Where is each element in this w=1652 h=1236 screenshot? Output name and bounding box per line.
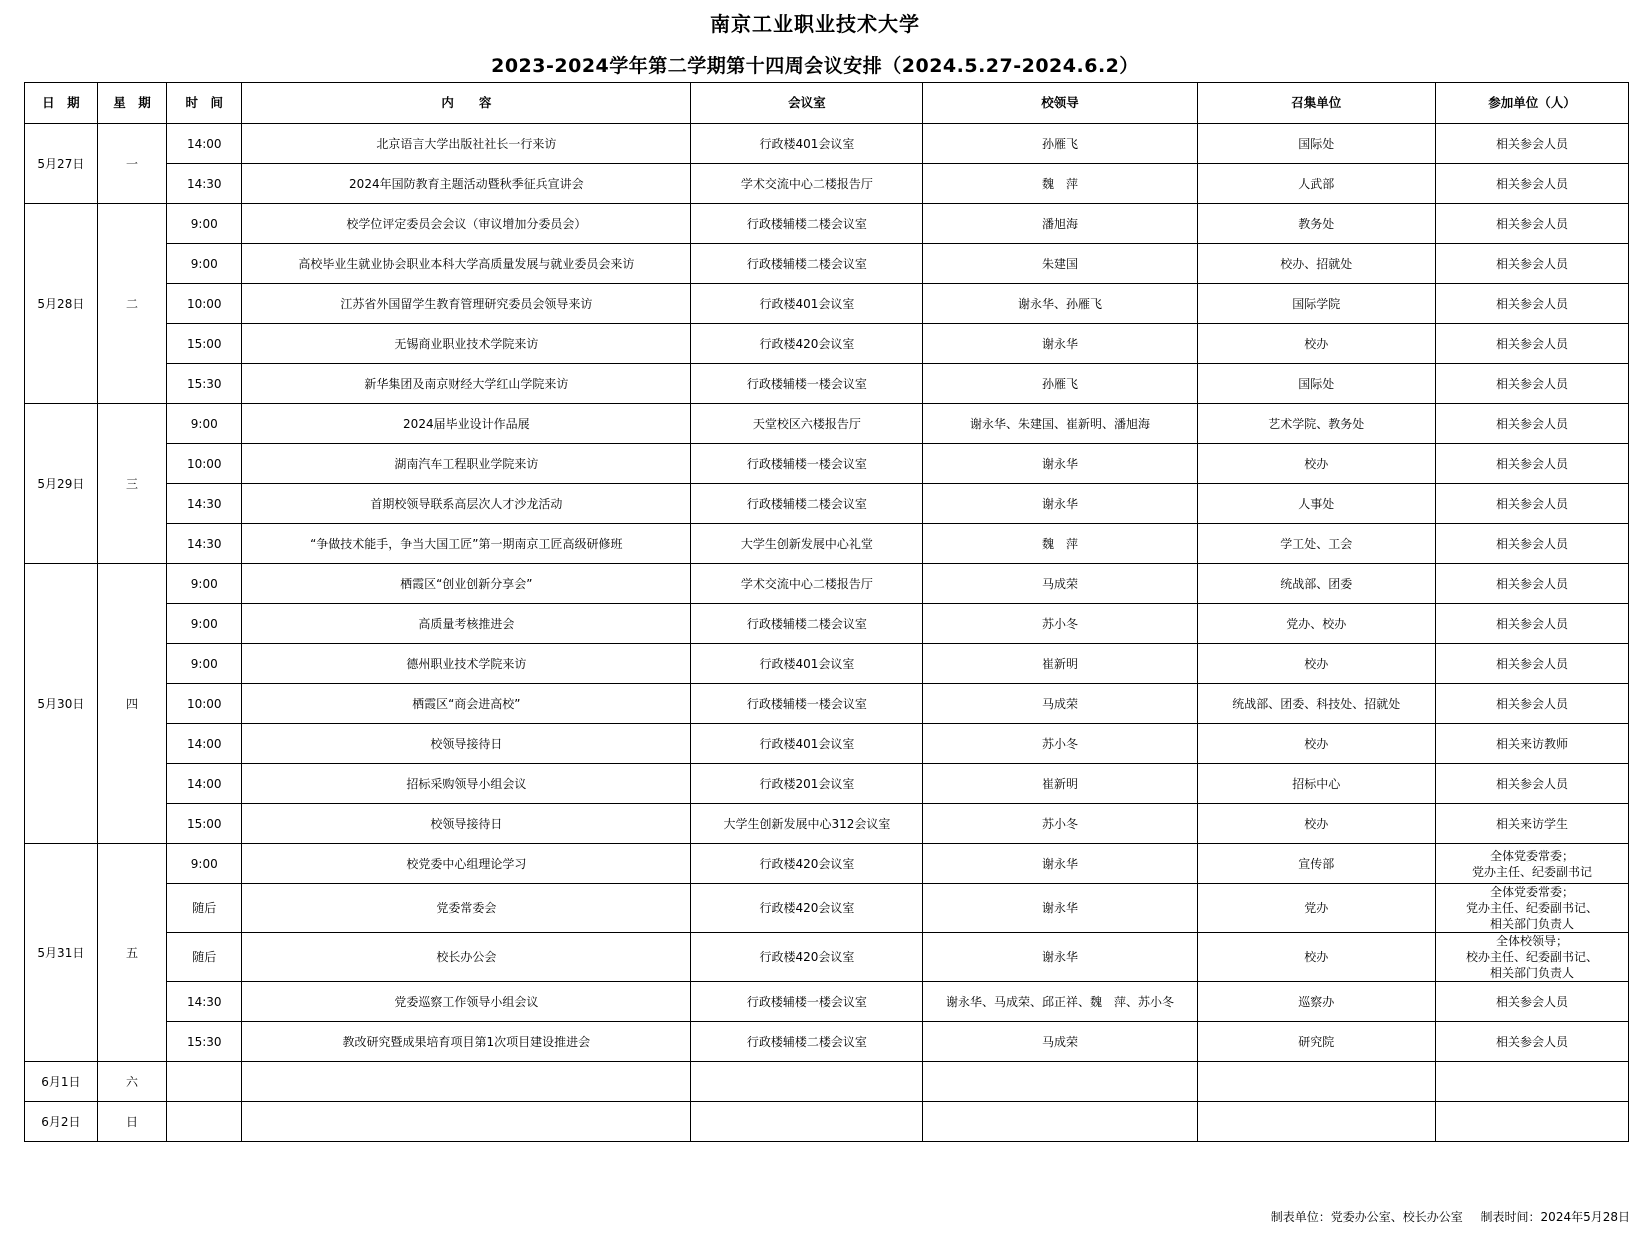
cell-leader: 孙雁飞	[923, 364, 1197, 404]
cell-content: “争做技术能手，争当大国工匠”第一期南京工匠高级研修班	[242, 524, 691, 564]
cell-convener: 校办	[1197, 644, 1435, 684]
cell-content: 校学位评定委员会会议（审议增加分委员会）	[242, 204, 691, 244]
cell-content: 校长办公会	[242, 933, 691, 982]
cell-time: 9:00	[167, 644, 242, 684]
cell-time: 15:30	[167, 364, 242, 404]
cell-convener: 校办	[1197, 724, 1435, 764]
cell-content: 校党委中心组理论学习	[242, 844, 691, 884]
cell-room: 行政楼辅楼二楼会议室	[691, 604, 923, 644]
cell-convener: 校办	[1197, 324, 1435, 364]
cell-attendees: 相关参会人员	[1435, 604, 1628, 644]
cell-attendees	[1435, 933, 1628, 982]
table-row	[25, 684, 1629, 724]
cell-time: 9:00	[167, 604, 242, 644]
cell-content: 高质量考核推进会	[242, 604, 691, 644]
cell-attendees: 相关参会人员	[1435, 982, 1628, 1022]
cell-time: 随后	[167, 933, 242, 982]
table-row	[25, 1102, 1629, 1142]
table-row	[25, 524, 1629, 564]
cell-time: 15:00	[167, 804, 242, 844]
table-row	[25, 982, 1629, 1022]
cell-content: 北京语言大学出版社社长一行来访	[242, 124, 691, 164]
table-row	[25, 364, 1629, 404]
cell-attendees	[1435, 1102, 1628, 1142]
table-row	[25, 204, 1629, 244]
cell-time: 14:00	[167, 124, 242, 164]
cell-attendees: 相关参会人员	[1435, 284, 1628, 324]
cell-convener: 统战部、团委、科技处、招就处	[1197, 684, 1435, 724]
table-row	[25, 764, 1629, 804]
cell-time: 14:30	[167, 982, 242, 1022]
cell-attendees: 相关来访学生	[1435, 804, 1628, 844]
cell-leader: 谢永华	[923, 484, 1197, 524]
cell-convener: 党办、校办	[1197, 604, 1435, 644]
cell-content: 江苏省外国留学生教育管理研究委员会领导来访	[242, 284, 691, 324]
attendees-line: 全体党委常委；	[1489, 848, 1574, 863]
cell-time: 9:00	[167, 564, 242, 604]
header-weekday: 星 期	[97, 83, 167, 124]
cell-leader: 马成荣	[923, 564, 1197, 604]
cell-room: 行政楼辅楼一楼会议室	[691, 982, 923, 1022]
cell-room: 行政楼420会议室	[691, 933, 923, 982]
attendees-line: 党办主任、纪委副书记	[1471, 864, 1592, 879]
cell-date: 5月30日	[25, 564, 98, 844]
cell-leader: 谢永华	[923, 444, 1197, 484]
cell-leader: 苏小冬	[923, 804, 1197, 844]
table-row	[25, 284, 1629, 324]
document-title: 南京工业职业技术大学	[710, 12, 920, 36]
cell-time: 14:30	[167, 164, 242, 204]
cell-content: 党委巡察工作领导小组会议	[242, 982, 691, 1022]
cell-leader	[923, 1102, 1197, 1142]
cell-content: 德州职业技术学院来访	[242, 644, 691, 684]
cell-convener: 校办	[1197, 804, 1435, 844]
table-row	[25, 724, 1629, 764]
cell-attendees: 相关参会人员	[1435, 764, 1628, 804]
attendees-line: 相关部门负责人	[1489, 917, 1574, 931]
cell-convener: 教务处	[1197, 204, 1435, 244]
cell-leader: 谢永华、朱建国、崔新明、潘旭海	[923, 404, 1197, 444]
cell-date: 6月2日	[25, 1102, 98, 1142]
cell-attendees: 相关参会人员	[1435, 1022, 1628, 1062]
cell-leader: 潘旭海	[923, 204, 1197, 244]
cell-leader: 谢永华	[923, 933, 1197, 982]
cell-leader: 苏小冬	[923, 604, 1197, 644]
cell-room: 行政楼420会议室	[691, 324, 923, 364]
cell-convener: 研究院	[1197, 1022, 1435, 1062]
cell-leader: 谢永华	[923, 324, 1197, 364]
cell-room: 大学生创新发展中心312会议室	[691, 804, 923, 844]
cell-room: 行政楼201会议室	[691, 764, 923, 804]
cell-weekday: 五	[97, 844, 167, 1062]
cell-convener: 校办、招就处	[1197, 244, 1435, 284]
cell-attendees: 相关参会人员	[1435, 324, 1628, 364]
cell-convener	[1197, 1102, 1435, 1142]
cell-attendees	[1435, 884, 1628, 933]
cell-content: 党委常委会	[242, 884, 691, 933]
table-row	[25, 444, 1629, 484]
header-attendees: 参加单位（人）	[1435, 83, 1628, 124]
table-row	[25, 404, 1629, 444]
cell-attendees: 相关参会人员	[1435, 204, 1628, 244]
attendees-line: 党办主任、纪委副书记、	[1465, 901, 1598, 915]
cell-date: 5月28日	[25, 204, 98, 404]
cell-convener: 校办	[1197, 444, 1435, 484]
cell-content	[242, 1062, 691, 1102]
meeting-schedule-table	[24, 82, 1629, 1142]
cell-convener: 人事处	[1197, 484, 1435, 524]
cell-leader: 朱建国	[923, 244, 1197, 284]
cell-weekday: 六	[97, 1062, 167, 1102]
cell-weekday: 四	[97, 564, 167, 844]
cell-time: 10:00	[167, 684, 242, 724]
attendees-line: 相关部门负责人	[1489, 966, 1574, 980]
cell-leader: 崔新明	[923, 644, 1197, 684]
cell-attendees: 相关参会人员	[1435, 484, 1628, 524]
document-subtitle: 2023-2024学年第二学期第十四周会议安排（2024.5.27-2024.6.2）	[491, 55, 1139, 77]
cell-attendees: 相关参会人员	[1435, 124, 1628, 164]
table-row	[25, 804, 1629, 844]
cell-room: 大学生创新发展中心礼堂	[691, 524, 923, 564]
cell-room: 行政楼420会议室	[691, 844, 923, 884]
cell-room: 行政楼辅楼一楼会议室	[691, 364, 923, 404]
attendees-line: 校办主任、纪委副书记、	[1465, 950, 1598, 964]
cell-content: 教改研究暨成果培育项目第1次项目建设推进会	[242, 1022, 691, 1062]
cell-content: 湖南汽车工程职业学院来访	[242, 444, 691, 484]
table-row	[25, 164, 1629, 204]
table-row	[25, 244, 1629, 284]
cell-room: 行政楼辅楼一楼会议室	[691, 684, 923, 724]
cell-attendees	[1435, 844, 1628, 884]
header-date: 日 期	[25, 83, 98, 124]
cell-room: 行政楼401会议室	[691, 284, 923, 324]
cell-time	[167, 1062, 242, 1102]
cell-convener: 艺术学院、教务处	[1197, 404, 1435, 444]
cell-room: 行政楼401会议室	[691, 644, 923, 684]
cell-content: 栖霞区“商会进高校”	[242, 684, 691, 724]
cell-room: 行政楼401会议室	[691, 124, 923, 164]
cell-content: 高校毕业生就业协会职业本科大学高质量发展与就业委员会来访	[242, 244, 691, 284]
cell-attendees: 相关参会人员	[1435, 444, 1628, 484]
table-row	[25, 1062, 1629, 1102]
attendees-line: 全体党委常委；	[1489, 885, 1574, 899]
cell-content	[242, 1102, 691, 1142]
table-header-row	[25, 83, 1629, 124]
cell-content: 首期校领导联系高层次人才沙龙活动	[242, 484, 691, 524]
cell-room: 天堂校区六楼报告厅	[691, 404, 923, 444]
cell-room: 行政楼辅楼二楼会议室	[691, 484, 923, 524]
table-row	[25, 604, 1629, 644]
cell-time: 9:00	[167, 244, 242, 284]
cell-convener: 招标中心	[1197, 764, 1435, 804]
cell-leader: 谢永华、孙雁飞	[923, 284, 1197, 324]
cell-date: 6月1日	[25, 1062, 98, 1102]
cell-convener: 国际处	[1197, 364, 1435, 404]
cell-convener	[1197, 1062, 1435, 1102]
cell-time: 14:00	[167, 764, 242, 804]
header-room: 会议室	[691, 83, 923, 124]
cell-time: 15:30	[167, 1022, 242, 1062]
cell-content: 2024年国防教育主题活动暨秋季征兵宣讲会	[242, 164, 691, 204]
cell-leader: 谢永华	[923, 884, 1197, 933]
cell-attendees: 相关参会人员	[1435, 364, 1628, 404]
footer-made-time: 制表时间：2024年5月28日	[1480, 1210, 1630, 1224]
cell-convener: 人武部	[1197, 164, 1435, 204]
cell-attendees: 相关参会人员	[1435, 244, 1628, 284]
cell-room: 行政楼420会议室	[691, 884, 923, 933]
cell-convener: 党办	[1197, 884, 1435, 933]
cell-attendees: 相关参会人员	[1435, 684, 1628, 724]
cell-room	[691, 1062, 923, 1102]
header-convener: 召集单位	[1197, 83, 1435, 124]
cell-leader: 谢永华、马成荣、邱正祥、魏 萍、苏小冬	[923, 982, 1197, 1022]
table-row	[25, 324, 1629, 364]
table-row	[25, 844, 1629, 884]
cell-content: 校领导接待日	[242, 804, 691, 844]
cell-time: 9:00	[167, 404, 242, 444]
cell-time: 14:30	[167, 484, 242, 524]
cell-weekday: 一	[97, 124, 167, 204]
header-leader: 校领导	[923, 83, 1197, 124]
cell-attendees: 相关参会人员	[1435, 524, 1628, 564]
cell-leader	[923, 1062, 1197, 1102]
cell-weekday: 二	[97, 204, 167, 404]
cell-attendees: 相关参会人员	[1435, 164, 1628, 204]
schedule-body	[25, 124, 1629, 1142]
cell-date: 5月27日	[25, 124, 98, 204]
cell-attendees: 相关来访教师	[1435, 724, 1628, 764]
cell-attendees: 相关参会人员	[1435, 644, 1628, 684]
cell-convener: 宣传部	[1197, 844, 1435, 884]
cell-convener: 国际学院	[1197, 284, 1435, 324]
cell-leader: 谢永华	[923, 844, 1197, 884]
cell-content: 栖霞区“创业创新分享会”	[242, 564, 691, 604]
cell-content: 无锡商业职业技术学院来访	[242, 324, 691, 364]
table-row	[25, 884, 1629, 933]
cell-time: 10:00	[167, 284, 242, 324]
cell-date: 5月31日	[25, 844, 98, 1062]
cell-room: 行政楼401会议室	[691, 724, 923, 764]
cell-leader: 马成荣	[923, 684, 1197, 724]
cell-weekday: 三	[97, 404, 167, 564]
cell-room: 行政楼辅楼二楼会议室	[691, 1022, 923, 1062]
cell-time	[167, 1102, 242, 1142]
table-row	[25, 484, 1629, 524]
cell-time: 9:00	[167, 204, 242, 244]
cell-attendees: 相关参会人员	[1435, 564, 1628, 604]
table-row	[25, 933, 1629, 982]
cell-leader: 苏小冬	[923, 724, 1197, 764]
cell-content: 招标采购领导小组会议	[242, 764, 691, 804]
cell-room: 行政楼辅楼二楼会议室	[691, 204, 923, 244]
cell-content: 新华集团及南京财经大学红山学院来访	[242, 364, 691, 404]
cell-content: 校领导接待日	[242, 724, 691, 764]
cell-time: 14:00	[167, 724, 242, 764]
cell-leader: 崔新明	[923, 764, 1197, 804]
cell-convener: 校办	[1197, 933, 1435, 982]
footer-maker: 制表单位：党委办公室、校长办公室	[1270, 1210, 1463, 1224]
cell-time: 14:30	[167, 524, 242, 564]
header-content: 内 容	[242, 83, 691, 124]
cell-date: 5月29日	[25, 404, 98, 564]
cell-convener: 巡察办	[1197, 982, 1435, 1022]
cell-leader: 魏 萍	[923, 164, 1197, 204]
cell-content: 2024届毕业设计作品展	[242, 404, 691, 444]
footer-note	[1257, 1208, 1630, 1225]
cell-room: 学术交流中心二楼报告厅	[691, 164, 923, 204]
cell-attendees: 相关参会人员	[1435, 404, 1628, 444]
table-row	[25, 564, 1629, 604]
cell-time: 10:00	[167, 444, 242, 484]
table-row	[25, 644, 1629, 684]
cell-leader: 马成荣	[923, 1022, 1197, 1062]
cell-time: 9:00	[167, 844, 242, 884]
cell-attendees	[1435, 1062, 1628, 1102]
cell-convener: 国际处	[1197, 124, 1435, 164]
header-time: 时 间	[167, 83, 242, 124]
cell-leader: 魏 萍	[923, 524, 1197, 564]
cell-room: 行政楼辅楼一楼会议室	[691, 444, 923, 484]
table-row	[25, 124, 1629, 164]
cell-room: 学术交流中心二楼报告厅	[691, 564, 923, 604]
cell-convener: 学工处、工会	[1197, 524, 1435, 564]
cell-convener: 统战部、团委	[1197, 564, 1435, 604]
cell-time: 15:00	[167, 324, 242, 364]
cell-room	[691, 1102, 923, 1142]
cell-leader: 孙雁飞	[923, 124, 1197, 164]
table-row	[25, 1022, 1629, 1062]
cell-time: 随后	[167, 884, 242, 933]
cell-room: 行政楼辅楼二楼会议室	[691, 244, 923, 284]
attendees-line: 全体校领导；	[1495, 934, 1568, 948]
cell-weekday: 日	[97, 1102, 167, 1142]
